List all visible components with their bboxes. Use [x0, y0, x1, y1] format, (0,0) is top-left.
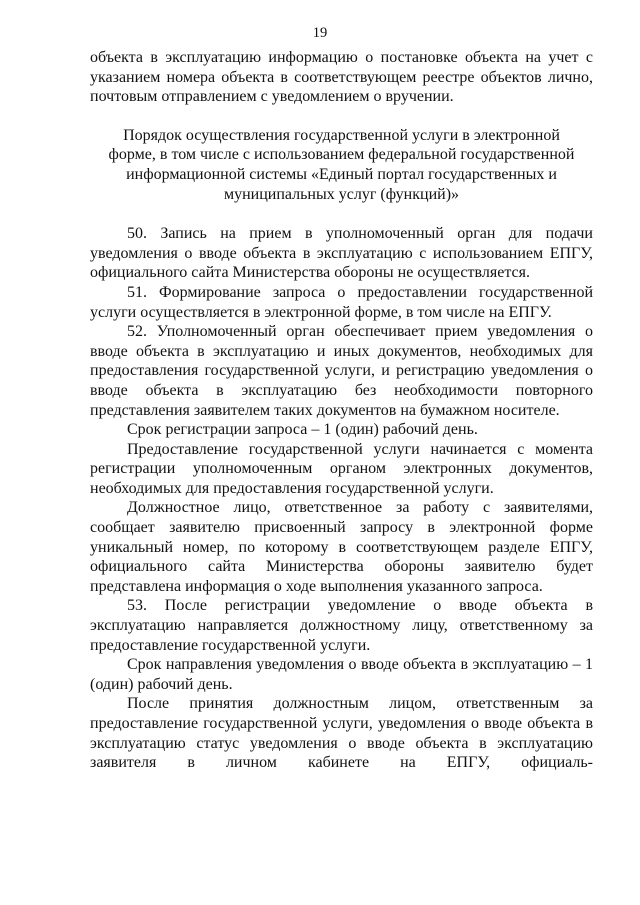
paragraph-51: 51. Формирование запроса о предоставлении государственной услуги осуществляется в электронной форме, в том числе на ЕПГУ.: [90, 283, 593, 321]
paragraph-sending-term: Срок направления уведомления о вводе объекта в эксплуатацию – 1 (один) рабочий день.: [90, 656, 593, 693]
paragraph-service-start: Предоставление государственной услуги начинается с момента регистрации уполномоченным органом электронных документов, необходимых для предоставления государственной услуги.: [90, 440, 593, 497]
document-body: [90, 48, 593, 773]
section-heading: Порядок осуществления государственной услуги в электронной форме, в том числе с использованием федеральной государственной информационной системы «Единый портал государственных и муниципальных услуг (функций)»: [108, 126, 575, 203]
paragraph-53: 53. После регистрации уведомление о вводе объекта в эксплуатацию направляется должностному лицу, ответственному за предоставление государственной услуги.: [90, 597, 593, 654]
paragraph-continuation: объекта в эксплуатацию информацию о постановке объекта на учет с указанием номера объекта в соответствующем реестре объектов лично, почтовым отправлением с уведомлением о вручении.: [90, 49, 593, 106]
paragraph-50: 50. Запись на прием в уполномоченный орган для подачи уведомления о вводе объекта в эксплуатацию с использованием ЕПГУ, официального сайта Министерства обороны не осуществляется.: [90, 225, 593, 282]
page-number: 19: [312, 25, 328, 41]
paragraph-registration-term: Срок регистрации запроса – 1 (один) рабочий день.: [127, 421, 478, 439]
paragraph-52: 52. Уполномоченный орган обеспечивает прием уведомления о вводе объекта в эксплуатацию и иных документов, необходимых для предоставления государственной услуги, и регистрацию уведомления о вводе объекта в эксплуатацию без необходимости повторного представления заявителем таких документов на бумажном носителе.: [90, 323, 593, 419]
paragraph-after-acceptance: После принятия должностным лицом, ответственным за предоставление государственной услуги, уведомления о вводе объекта в эксплуатацию статус уведомления о вводе объекта в эксплуатацию заявителя в личном кабинете на ЕПГУ, официаль-: [90, 695, 593, 772]
paragraph-official-duties: Должностное лицо, ответственное за работу с заявителями, сообщает заявителю присвоенный запросу в электронной форме уникальный номер, по которому в соответствующем разделе ЕПГУ, официального сайта Министерства обороны заявителю будет представлена информация о ходе выполнения указанного запроса.: [90, 499, 593, 595]
